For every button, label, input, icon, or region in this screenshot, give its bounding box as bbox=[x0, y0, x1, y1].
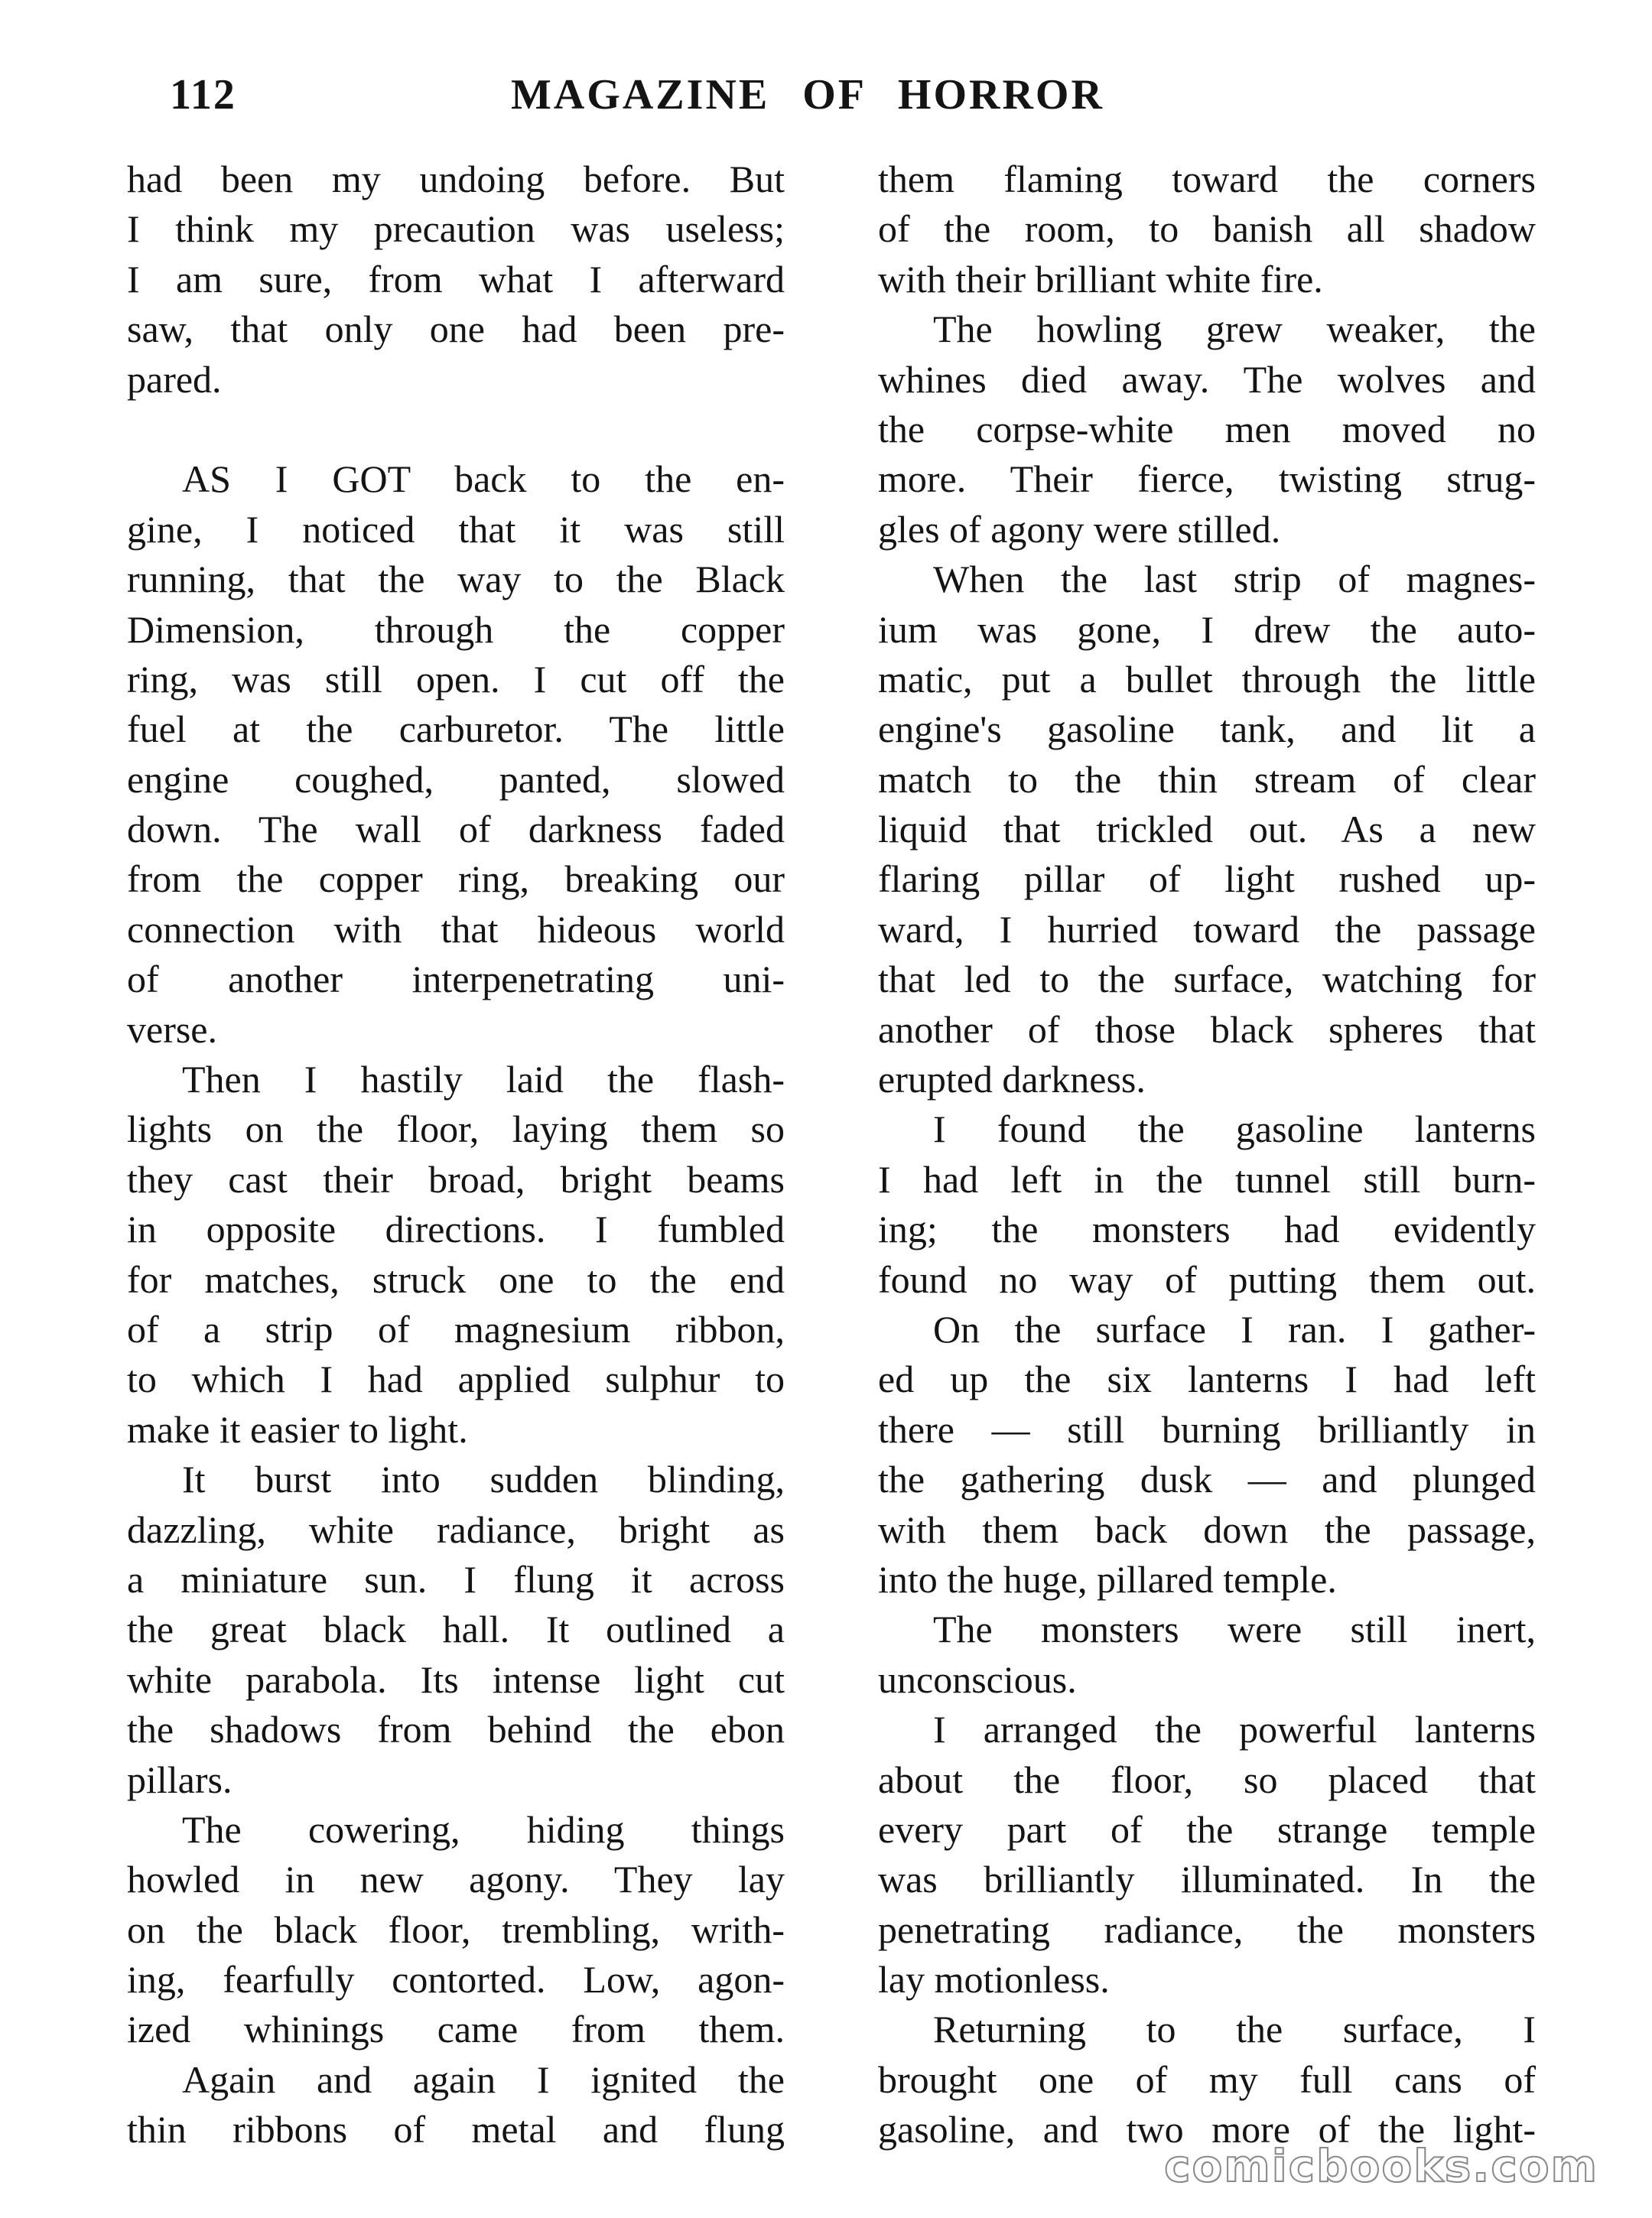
text-line: more. Their fierce, twisting strug- bbox=[878, 457, 1536, 501]
text-line: running, that the way to the Black bbox=[127, 558, 785, 601]
text-line: AS I GOT back to the en- bbox=[182, 457, 785, 501]
text-line: ward, I hurried toward the passage bbox=[878, 907, 1536, 951]
text-line: the corpse-white men moved no bbox=[878, 407, 1536, 450]
text-line: verse. bbox=[127, 1007, 217, 1051]
text-line: down. The wall of darkness faded bbox=[127, 808, 785, 851]
text-line: lay motionless. bbox=[878, 1958, 1110, 2002]
text-line: gasoline, and two more of the light- bbox=[878, 2108, 1536, 2151]
text-line: of a strip of magnesium ribbon, bbox=[127, 1307, 785, 1351]
text-line: It burst into sudden blinding, bbox=[182, 1458, 785, 1501]
text-line: ing, fearfully contorted. Low, agon- bbox=[127, 1958, 785, 2002]
text-line: The cowering, hiding things bbox=[182, 1807, 785, 1851]
text-line: I had left in the tunnel still burn- bbox=[878, 1157, 1536, 1201]
text-line: I am sure, from what I afterward bbox=[127, 257, 785, 301]
text-line: The monsters were still inert, bbox=[933, 1608, 1536, 1651]
text-line: that led to the surface, watching for bbox=[878, 958, 1536, 1001]
text-line: ed up the six lanterns I had left bbox=[878, 1358, 1536, 1401]
text-line: match to the thin stream of clear bbox=[878, 757, 1536, 801]
text-line: with them back down the passage, bbox=[878, 1507, 1536, 1551]
text-line: for matches, struck one to the end bbox=[127, 1257, 785, 1301]
text-line: them flaming toward the corners bbox=[878, 158, 1536, 200]
text-line: liquid that trickled out. As a new bbox=[878, 808, 1536, 851]
text-line: found no way of putting them out. bbox=[878, 1257, 1536, 1301]
text-line: engine coughed, panted, slowed bbox=[127, 757, 785, 801]
text-line: from the copper ring, breaking our bbox=[127, 857, 785, 901]
text-line: about the floor, so placed that bbox=[878, 1758, 1536, 1801]
text-line: pared. bbox=[127, 357, 222, 401]
text-line: Again and again I ignited the bbox=[182, 2057, 785, 2101]
text-line: had been my undoing before. But bbox=[127, 158, 785, 200]
paragraph-gap bbox=[127, 405, 785, 454]
text-line: penetrating radiance, the monsters bbox=[878, 1907, 1536, 1951]
text-line: The howling grew weaker, the bbox=[933, 307, 1536, 351]
text-line: Returning to the surface, I bbox=[933, 2008, 1536, 2051]
text-line: matic, put a bullet through the little bbox=[878, 657, 1536, 701]
text-line: of the room, to banish all shadow bbox=[878, 207, 1536, 251]
text-line: saw, that only one had been pre- bbox=[127, 307, 785, 351]
text-line: was brilliantly illuminated. In the bbox=[878, 1858, 1536, 1901]
text-line: a miniature sun. I flung it across bbox=[127, 1557, 785, 1601]
text-line: ring, was still open. I cut off the bbox=[127, 657, 785, 701]
text-line: another of those black spheres that bbox=[878, 1007, 1536, 1051]
text-line: the gathering dusk — and plunged bbox=[878, 1458, 1536, 1501]
text-line: I think my precaution was useless; bbox=[127, 207, 785, 251]
text-line: connection with that hideous world bbox=[127, 907, 785, 951]
text-line: When the last strip of magnes- bbox=[933, 558, 1536, 601]
text-line: howled in new agony. They lay bbox=[127, 1858, 785, 1901]
text-line: to which I had applied sulphur to bbox=[127, 1358, 785, 1401]
text-line: Then I hastily laid the flash- bbox=[182, 1058, 785, 1101]
page-number: 112 bbox=[170, 71, 236, 119]
text-line: On the surface I ran. I gather- bbox=[933, 1307, 1536, 1351]
left-column bbox=[127, 154, 785, 2155]
text-line: I found the gasoline lanterns bbox=[933, 1107, 1536, 1151]
text-line: in opposite directions. I fumbled bbox=[127, 1208, 785, 1251]
text-line: gine, I noticed that it was still bbox=[127, 507, 785, 551]
text-line: erupted darkness. bbox=[878, 1058, 1146, 1101]
text-line: on the black floor, trembling, writh- bbox=[127, 1907, 785, 1951]
text-line: of another interpenetrating uni- bbox=[127, 958, 785, 1001]
right-column bbox=[878, 154, 1536, 2155]
text-line: brought one of my full cans of bbox=[878, 2057, 1536, 2101]
text-line: with their brilliant white fire. bbox=[878, 257, 1323, 301]
text-line: I arranged the powerful lanterns bbox=[933, 1708, 1536, 1751]
running-title: MAGAZINE OF HORROR bbox=[511, 71, 1104, 119]
text-line: they cast their broad, bright beams bbox=[127, 1157, 785, 1201]
text-line: thin ribbons of metal and flung bbox=[127, 2108, 785, 2151]
text-line: gles of agony were stilled. bbox=[878, 507, 1281, 551]
text-line: flaring pillar of light rushed up- bbox=[878, 857, 1536, 901]
text-line: engine's gasoline tank, and lit a bbox=[878, 707, 1536, 751]
text-line: dazzling, white radiance, bright as bbox=[127, 1507, 785, 1551]
text-line: ized whinings came from them. bbox=[127, 2008, 785, 2051]
text-line: ium was gone, I drew the auto- bbox=[878, 607, 1536, 651]
watermark-text: comicbooks.com bbox=[1164, 2140, 1598, 2192]
text-line: fuel at the carburetor. The little bbox=[127, 707, 785, 751]
text-line: into the huge, pillared temple. bbox=[878, 1557, 1337, 1601]
text-line: white parabola. Its intense light cut bbox=[127, 1657, 785, 1701]
text-line: make it easier to light. bbox=[127, 1407, 468, 1451]
text-line: lights on the floor, laying them so bbox=[127, 1107, 785, 1151]
text-line: the shadows from behind the ebon bbox=[127, 1708, 785, 1751]
text-line: Dimension, through the copper bbox=[127, 607, 785, 651]
text-line: ing; the monsters had evidently bbox=[878, 1208, 1536, 1251]
text-line: the great black hall. It outlined a bbox=[127, 1608, 785, 1651]
text-line: whines died away. The wolves and bbox=[878, 357, 1536, 401]
text-line: there — still burning brilliantly in bbox=[878, 1407, 1536, 1451]
text-line: every part of the strange temple bbox=[878, 1807, 1536, 1851]
text-line: unconscious. bbox=[878, 1657, 1077, 1701]
page-header bbox=[0, 70, 1652, 139]
text-line: pillars. bbox=[127, 1758, 233, 1801]
